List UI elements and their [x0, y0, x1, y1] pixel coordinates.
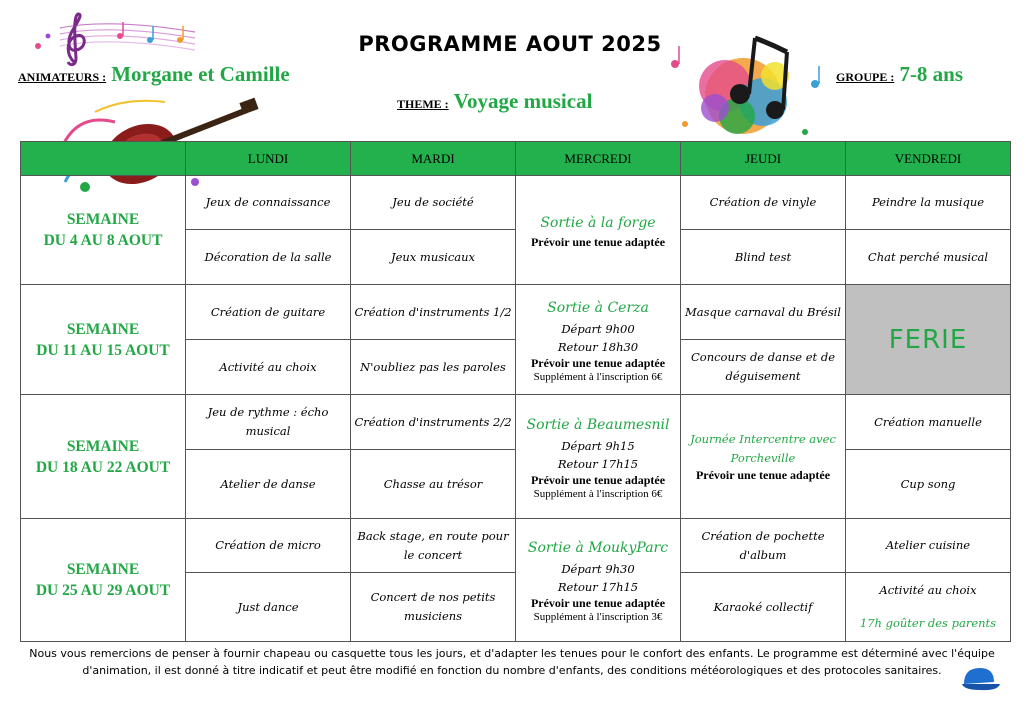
outing-note: Prévoir une tenue adaptée: [530, 234, 666, 249]
outing-note: Prévoir une tenue adaptée: [530, 355, 666, 370]
wednesday-cell: [516, 176, 681, 285]
activity-cell: Chat perché musical: [846, 230, 1011, 285]
outing-retour: Retour 17h15: [557, 580, 639, 594]
table-row: [21, 285, 1011, 340]
day-header-jeudi: JEUDI: [681, 142, 846, 176]
animateurs-value: Morgane et Camille: [111, 62, 290, 86]
activity-cell: Masque carnaval du Brésil: [681, 285, 846, 340]
activity-cell: Création de guitare: [186, 285, 351, 340]
activity-cell: Blind test: [681, 230, 846, 285]
activity-cell: Décoration de la salle: [186, 230, 351, 285]
theme-label: THEME :: [397, 97, 449, 111]
table-row: [21, 519, 1011, 573]
header-row: [21, 142, 1011, 176]
page-title: PROGRAMME AOUT 2025: [358, 32, 662, 56]
activity-cell: Atelier cuisine: [846, 519, 1011, 573]
activity-cell: [846, 573, 1011, 642]
outing-note: Prévoir une tenue adaptée: [530, 596, 666, 610]
table-row: [21, 395, 1011, 450]
outing-supplement: Supplément à l'inscription 6€: [533, 370, 663, 383]
parents-snack-note: 17h goûter des parents: [859, 616, 997, 630]
animateurs-label: ANIMATEURS :: [18, 70, 107, 84]
activity-cell: Création d'instruments 2/2: [351, 395, 516, 450]
week-label: SEMAINE DU 4 AU 8 AOUT: [21, 176, 186, 285]
outing-depart: Départ 9h00: [561, 321, 635, 336]
activity-cell: Concert de nos petits musiciens: [351, 573, 516, 642]
activity-cell: Karaoké collectif: [681, 573, 846, 642]
intercentre-title: Journée Intercentre avec Porcheville: [690, 432, 836, 465]
treble-clef-icon: [30, 10, 200, 68]
activity-cell: Just dance: [186, 573, 351, 642]
theme-value: Voyage musical: [453, 89, 593, 113]
activity-cell: Concours de danse et de déguisement: [681, 340, 846, 395]
activity-cell: Jeu de rythme : écho musical: [186, 395, 351, 450]
outing-supplement: Supplément à l'inscription 6€: [533, 487, 663, 500]
groupe-value: 7-8 ans: [899, 62, 964, 86]
activity-cell: Création de micro: [186, 519, 351, 573]
outing-title: Sortie à Cerza: [547, 299, 649, 316]
activity-cell: Création manuelle: [846, 395, 1011, 450]
activity-cell: Jeux de connaissance: [186, 176, 351, 230]
outing-title: Sortie à la forge: [540, 214, 656, 231]
outing-title: Sortie à Beaumesnil: [526, 416, 670, 433]
table-row: [21, 176, 1011, 230]
activity-cell: Chasse au trésor: [351, 450, 516, 519]
outing-supplement: Supplément à l'inscription 3€: [533, 611, 663, 623]
wednesday-cell: [516, 395, 681, 519]
day-header-vendredi: VENDREDI: [846, 142, 1011, 176]
wednesday-cell: [516, 519, 681, 642]
activity-cell: Jeux musicaux: [351, 230, 516, 285]
week-label: SEMAINE DU 18 AU 22 AOUT: [21, 395, 186, 519]
day-header-mercredi: MERCREDI: [516, 142, 681, 176]
activity-cell: Création d'instruments 1/2: [351, 285, 516, 340]
header-corner: [21, 142, 186, 176]
day-header-lundi: LUNDI: [186, 142, 351, 176]
schedule-table: [20, 141, 1011, 642]
week-label: SEMAINE DU 11 AU 15 AOUT: [21, 285, 186, 395]
activity-cell: Peindre la musique: [846, 176, 1011, 230]
wednesday-cell: [516, 285, 681, 395]
outing-depart: Départ 9h30: [561, 562, 635, 576]
week-label: SEMAINE DU 25 AU 29 AOUT: [21, 519, 186, 642]
outing-title: Sortie à MoukyParc: [527, 540, 669, 556]
footer-note: Nous vous remercions de penser à fournir chapeau ou casquette tous les jours, et d'adapter les tenues pour le confort des enfants. Le programme est déterminé avec l'équipe d'animation, il est donné à titre indicatif et peut être modifié en fonction du nombre d'enfants, des conditions météorologiques et des protocoles sanitaires.: [29, 647, 995, 677]
animateurs: [18, 62, 290, 87]
activity-cell: Création de vinyle: [681, 176, 846, 230]
music-notes-icon: [655, 24, 830, 149]
groupe: [836, 62, 963, 87]
activity-cell: Back stage, en route pour le concert: [351, 519, 516, 573]
outing-retour: Retour 18h30: [557, 339, 639, 354]
day-header-mardi: MARDI: [351, 142, 516, 176]
intercentre-note: Prévoir une tenue adaptée: [695, 468, 831, 482]
activity-text: Activité au choix: [879, 583, 977, 597]
outing-retour: Retour 17h15: [557, 456, 639, 471]
theme: [397, 89, 592, 114]
activity-cell: N'oubliez pas les paroles: [351, 340, 516, 395]
intercentre-cell: [681, 395, 846, 519]
activity-cell: Activité au choix: [186, 340, 351, 395]
groupe-label: GROUPE :: [836, 70, 895, 84]
activity-cell: Atelier de danse: [186, 450, 351, 519]
activity-cell: Jeu de société: [351, 176, 516, 230]
outing-depart: Départ 9h15: [561, 438, 635, 453]
activity-cell: Cup song: [846, 450, 1011, 519]
activity-cell: Création de pochette d'album: [681, 519, 846, 573]
outing-note: Prévoir une tenue adaptée: [530, 472, 666, 487]
holiday-cell: FERIE: [846, 285, 1011, 395]
